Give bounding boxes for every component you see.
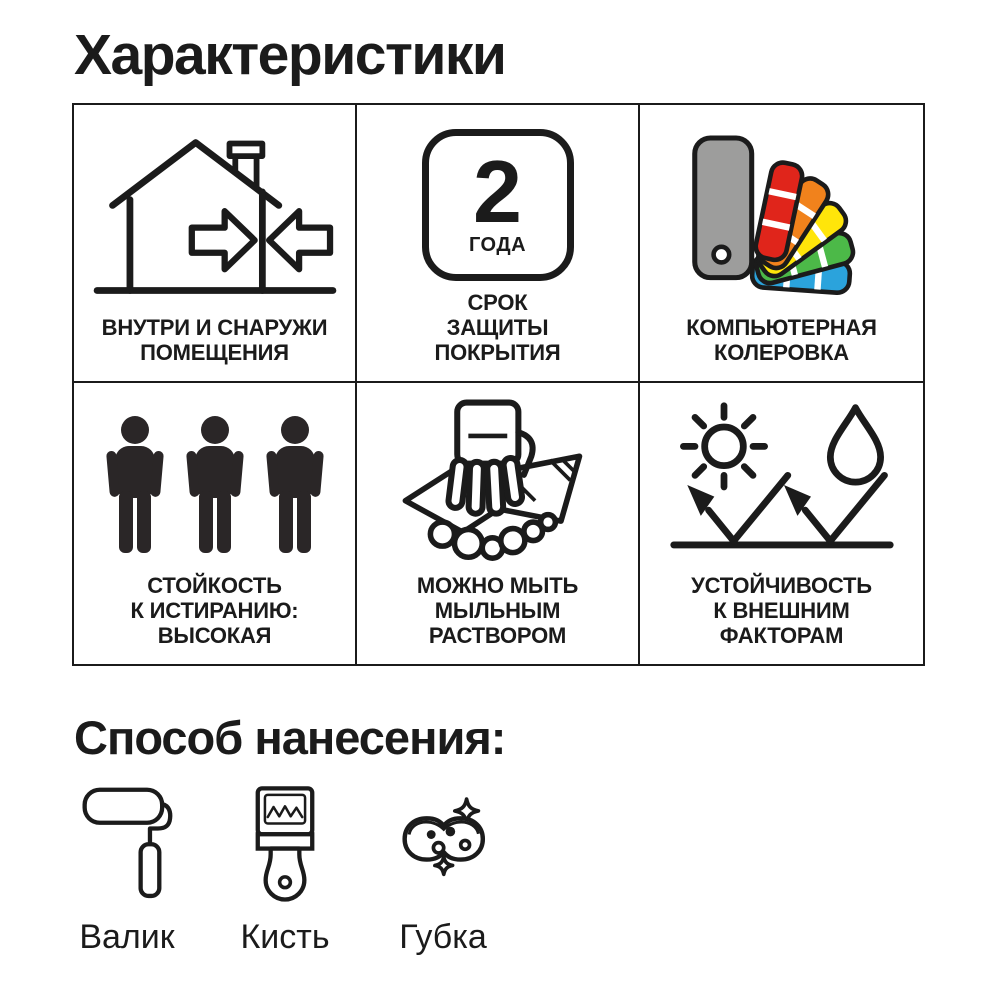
years-value: 2 <box>473 142 522 241</box>
method-label: Кисть <box>240 918 330 956</box>
feature-caption <box>131 573 299 648</box>
color-fan-icon <box>646 119 917 315</box>
caption-line: К ВНЕШНИМ <box>713 598 850 623</box>
caption-line: ВЫСОКАЯ <box>157 623 272 648</box>
method-label: Губка <box>399 918 487 956</box>
caption-line: ФАКТОРАМ <box>719 623 844 648</box>
method-roller <box>62 784 192 957</box>
caption-line: ВНУТРИ И СНАРУЖИ <box>101 315 328 340</box>
caption-line: СТОЙКОСТЬ <box>147 573 282 598</box>
caption-line: МОЖНО МЫТЬ <box>416 573 579 598</box>
caption-line: КОМПЬЮТЕРНАЯ <box>686 315 877 340</box>
house-arrows-icon <box>80 119 349 315</box>
caption-line: КОЛЕРОВКА <box>713 340 849 365</box>
feature-caption <box>102 315 328 365</box>
characteristics-grid <box>72 103 925 666</box>
method-label: Валик <box>79 918 175 956</box>
feature-cell-abrasion-resistance <box>74 383 357 664</box>
caption-line: К ИСТИРАНИЮ: <box>130 598 299 623</box>
method-sponge <box>378 784 508 957</box>
caption-line: МЫЛЬНЫМ <box>434 598 561 623</box>
caption-line: УСТОЙЧИВОСТЬ <box>691 573 872 598</box>
years-unit: ГОДА <box>468 234 527 256</box>
sun-drop-reflection-icon <box>646 397 917 573</box>
caption-line: ЗАЩИТЫ <box>446 315 549 340</box>
two-years-badge-icon <box>363 119 632 290</box>
application-heading: Способ нанесения: <box>74 711 506 764</box>
paint-brush-icon <box>242 784 328 906</box>
paint-roller-icon <box>79 784 175 906</box>
caption-line: ПОКРЫТИЯ <box>434 340 561 365</box>
feature-caption <box>691 573 872 648</box>
feature-caption <box>686 315 877 365</box>
feature-caption <box>417 573 578 648</box>
feature-caption <box>434 290 560 365</box>
three-people-icon <box>80 397 349 573</box>
feature-cell-weather-resistance <box>640 383 923 664</box>
feature-cell-washable <box>357 383 640 664</box>
application-methods <box>62 784 508 957</box>
page-title: Характеристики <box>74 23 506 87</box>
caption-line: РАСТВОРОМ <box>428 623 567 648</box>
hand-washing-icon <box>363 397 632 573</box>
caption-line: СРОК <box>467 290 528 315</box>
feature-cell-protection-term <box>357 105 640 383</box>
years-badge <box>422 129 574 281</box>
method-brush <box>220 784 350 957</box>
feature-cell-computer-tinting <box>640 105 923 383</box>
caption-line: ПОМЕЩЕНИЯ <box>140 340 289 365</box>
feature-cell-indoor-outdoor <box>74 105 357 383</box>
sponge-icon <box>384 784 502 906</box>
